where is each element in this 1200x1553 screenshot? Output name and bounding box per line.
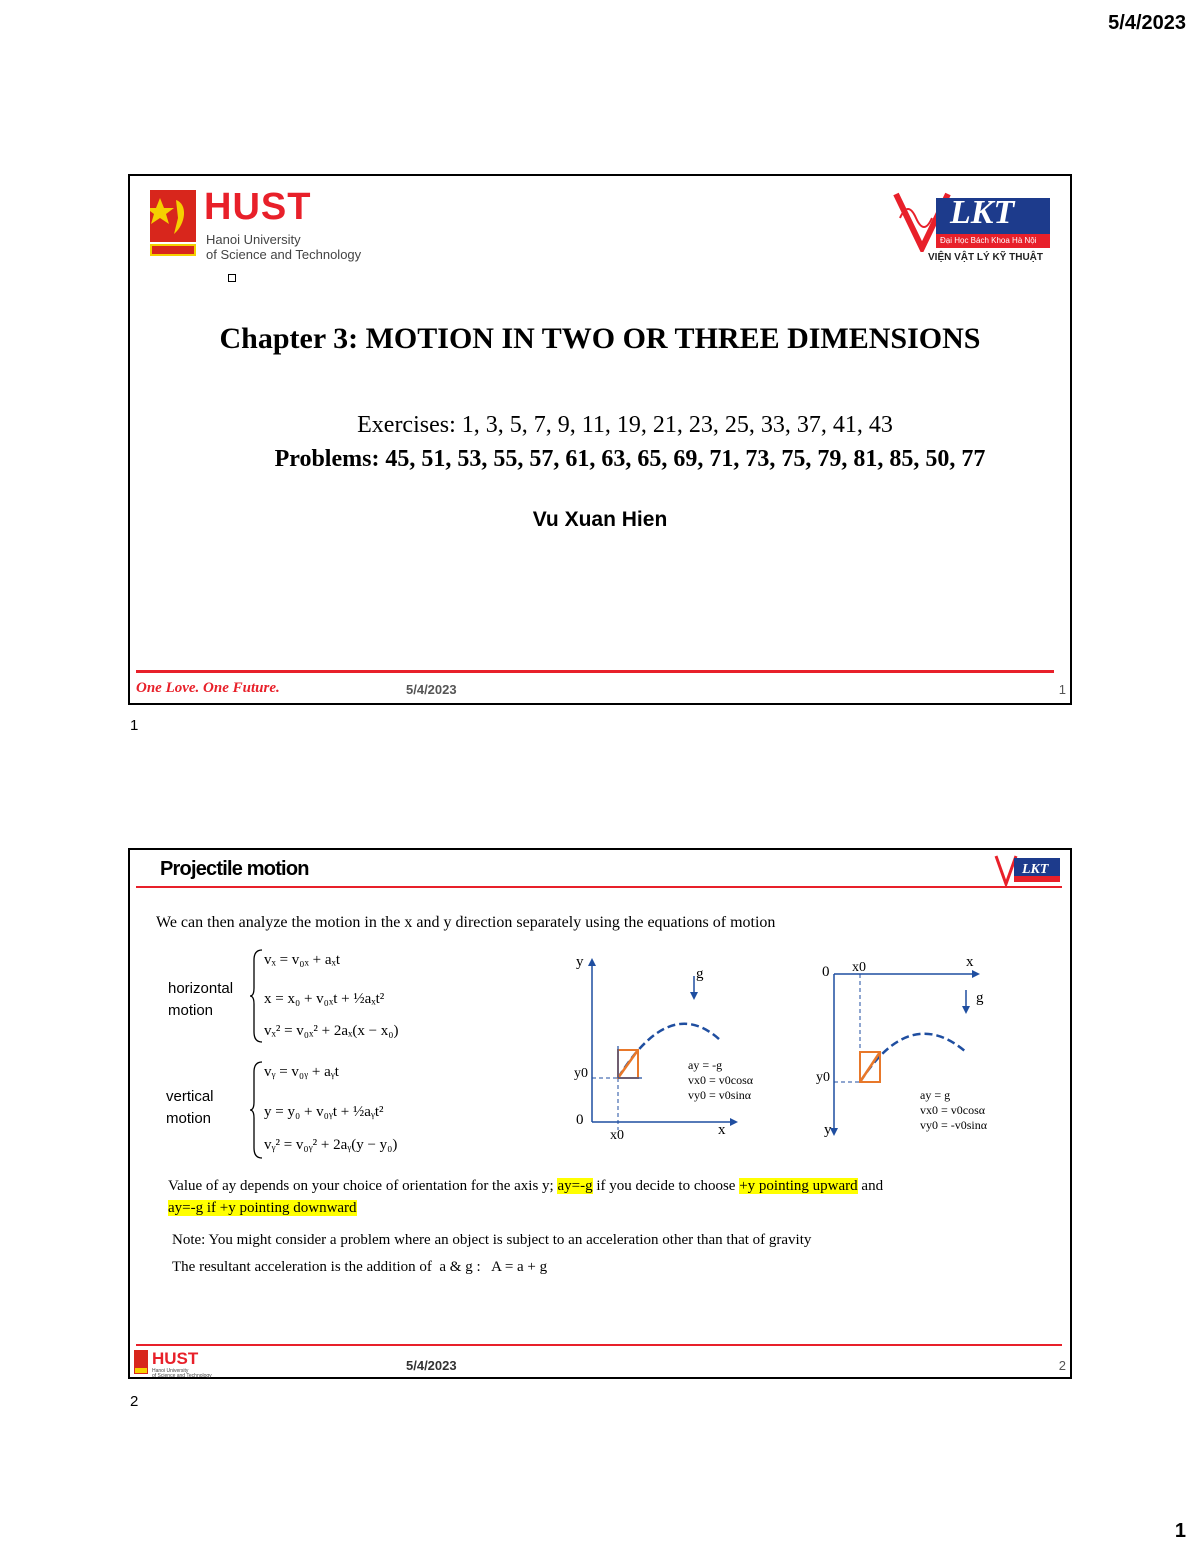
hust-emblem-icon <box>150 190 196 258</box>
fig2-y-axis: y <box>824 1122 832 1138</box>
vlkt-logo <box>892 188 1056 268</box>
eq-h-3: vₓ² = v₀ₓ² + 2aₓ(x − x₀) <box>264 1023 399 1039</box>
eq-h-2: x = x₀ + v₀ₓt + ½aₓt² <box>264 991 385 1007</box>
eq-v-1: vᵧ = v₀ᵧ + aᵧt <box>264 1064 339 1080</box>
fig2-x0: x0 <box>852 960 866 975</box>
value-text-1: Value of ay depends on your choice of orientation for the axis y; <box>168 1178 554 1194</box>
fig1-ay: ay = -g <box>688 1058 723 1072</box>
equations-vertical <box>264 1060 397 1160</box>
slide1-footer-date: 5/4/2023 <box>406 682 457 697</box>
value-text-2: if you decide to choose <box>592 1178 740 1194</box>
hust-logo <box>150 186 390 262</box>
slide2-title: Projectile motion <box>160 858 309 880</box>
svg-text:Hanoi University: Hanoi University <box>152 1368 189 1374</box>
vlkt-tagline: Đại Học Bách Khoa Hà Nội <box>940 236 1037 245</box>
slide2-footer-num: 2 <box>1058 1358 1066 1373</box>
slide1-title: Chapter 3: MOTION IN TWO OR THREE DIMENSIONS <box>219 322 981 355</box>
value-text-line2 <box>168 1200 357 1217</box>
footer-rule <box>136 670 1054 673</box>
fig1-y-axis: y <box>576 954 584 970</box>
motto: One Love. One Future. <box>136 680 280 696</box>
hust-name-line1: Hanoi University <box>206 232 301 247</box>
slide-2 <box>128 848 1072 1379</box>
figure-y-up <box>570 954 770 1154</box>
title-rule <box>136 886 1062 888</box>
value-text-3: and <box>857 1178 884 1194</box>
fig2-origin: 0 <box>822 964 830 980</box>
eq-v-3: vᵧ² = v₀ᵧ² + 2aᵧ(y − y₀) <box>264 1137 398 1153</box>
fig1-vx0: vx0 = v0cosα <box>688 1073 754 1087</box>
note-text: Note: You might consider a problem where an object is subject to an acceleration other than that of gravity <box>172 1232 812 1248</box>
fig1-vy0: vy0 = v0sinα <box>688 1088 752 1102</box>
slide2-index: 2 <box>130 1393 139 1410</box>
hust-brand: HUST <box>204 186 312 228</box>
fig1-y0: y0 <box>574 1066 588 1081</box>
page-date: 5/4/2023 <box>1108 12 1186 34</box>
slide1-footer-num: 1 <box>1058 682 1066 697</box>
vertical-label <box>166 1086 214 1130</box>
svg-text:of Science and Technology: of Science and Technology <box>152 1373 212 1378</box>
vertical-label-1: vertical <box>166 1088 214 1105</box>
highlight-y-upward: +y pointing upward <box>739 1178 858 1194</box>
value-text-line1 <box>168 1178 883 1195</box>
bullet-square <box>228 274 236 282</box>
fig1-g: g <box>696 966 704 982</box>
vlkt-brand: LKT <box>950 194 1015 231</box>
intro-text: We can then analyze the motion in the x and y direction separately using the equations of motion <box>156 914 776 931</box>
svg-text:HUST: HUST <box>152 1349 199 1368</box>
fig2-ay: ay = g <box>920 1088 951 1102</box>
vlkt-small-icon <box>994 854 1062 888</box>
slide1-index: 1 <box>130 717 139 734</box>
horizontal-label <box>168 978 233 1022</box>
horizontal-label-2: motion <box>168 1002 214 1019</box>
fig2-y0: y0 <box>816 1070 830 1085</box>
hust-name-line2: of Science and Technology <box>206 247 362 262</box>
slide-1 <box>128 174 1072 705</box>
fig2-vy0: vy0 = -v0sinα <box>920 1118 988 1132</box>
fig1-origin: 0 <box>576 1112 584 1128</box>
resultant-text: The resultant acceleration is the addition of a & g : A = a + g <box>172 1259 548 1275</box>
horizontal-label-1: horizontal <box>168 980 234 997</box>
equations-horizontal <box>264 948 399 1046</box>
fig2-vx0: vx0 = v0cosα <box>920 1103 986 1117</box>
fig1-x-axis: x <box>718 1122 726 1138</box>
svg-text:LKT: LKT <box>1022 862 1049 877</box>
fig2-g: g <box>976 990 984 1006</box>
hust-small-icon <box>134 1348 234 1378</box>
page-number: 1 <box>1174 1520 1186 1542</box>
slide2-footer-date: 5/4/2023 <box>406 1358 457 1373</box>
author: Vu Xuan Hien <box>532 508 668 531</box>
eq-h-1: vₓ = v₀ₓ + aₓt <box>264 952 341 968</box>
exercises-list: Exercises: 1, 3, 5, 7, 9, 11, 19, 21, 23, 25, 33, 37, 41, 43 <box>357 412 893 438</box>
highlight-ay-up: ay=-g <box>557 1178 593 1194</box>
fig1-x0: x0 <box>610 1128 624 1143</box>
eq-v-2: y = y₀ + v₀ᵧt + ½aᵧt² <box>264 1104 384 1120</box>
vlkt-sub: VIỆN VẬT LÝ KỸ THUẬT <box>928 252 1044 263</box>
footer-rule-2 <box>136 1344 1062 1346</box>
problems-list: Problems: 45, 51, 53, 55, 57, 61, 63, 65, 69, 71, 73, 75, 79, 81, 85, 50, 77 <box>274 446 986 472</box>
vlkt-logo-small <box>994 854 1062 888</box>
hust-logo-small <box>134 1348 234 1383</box>
vertical-label-2: motion <box>166 1110 212 1127</box>
fig2-x-axis: x <box>966 954 974 970</box>
highlight-y-downward: ay=-g if +y pointing downward <box>168 1200 357 1216</box>
